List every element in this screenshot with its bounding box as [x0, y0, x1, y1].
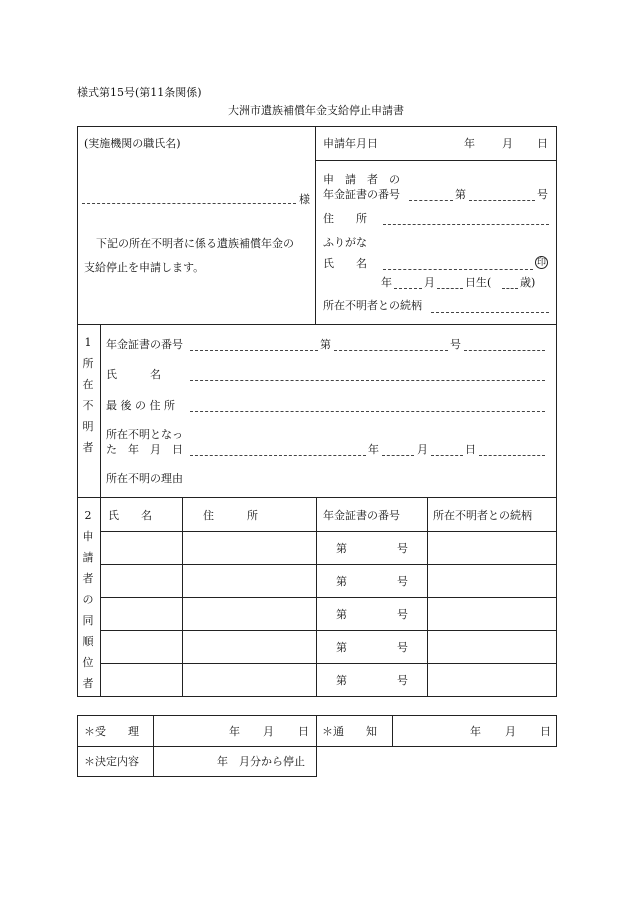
received-label: ＊受 理: [84, 725, 139, 738]
birth-year-gap[interactable]: [394, 288, 422, 289]
table-row-cert-dai[interactable]: 第: [336, 674, 347, 687]
row-rule-5: [100, 663, 557, 664]
form-title: 大洲市遺族補償年金支給停止申請書: [228, 104, 404, 117]
missing-cert-dai: 第: [320, 338, 331, 351]
notice-day[interactable]: 日: [540, 725, 551, 738]
row-rule-4: [100, 630, 557, 631]
applicant-cert-go: 号: [537, 188, 548, 201]
applicant-address-field[interactable]: [383, 224, 549, 225]
header-cert: 年金証書の番号: [323, 509, 400, 522]
section1-divider: [315, 126, 316, 324]
missing-cert-field-a[interactable]: [190, 350, 318, 351]
relation-label: 所在不明者との続柄: [323, 299, 422, 312]
header-address: 住 所: [203, 509, 258, 522]
seal-mark: 印: [536, 258, 546, 268]
missing-date-month: 月: [417, 443, 428, 456]
notice-month[interactable]: 月: [505, 725, 516, 738]
age-label: 歳): [520, 276, 536, 289]
received-month[interactable]: 月: [263, 725, 274, 738]
header-name: 氏 名: [108, 509, 152, 522]
missing-cert-field-b[interactable]: [334, 350, 448, 351]
missing-date-field-c[interactable]: [431, 455, 463, 456]
section3-vertical-label: 2 申 請 者 の 同 順 位 者: [82, 509, 94, 690]
section-divider-1: [77, 324, 557, 325]
missing-date-field-a[interactable]: [190, 455, 366, 456]
office-received-row: [77, 715, 557, 747]
birth-month-label: 月: [424, 276, 435, 289]
table-row-cert-go: 号: [397, 674, 408, 687]
office-col-rule-3: [392, 715, 393, 747]
request-text-line1: 下記の所在不明者に係る遺族補償年金の: [96, 237, 294, 250]
received-year[interactable]: 年: [229, 725, 240, 738]
application-date-year[interactable]: 年: [464, 137, 475, 150]
table-row-cert-dai[interactable]: 第: [336, 575, 347, 588]
age-field[interactable]: [502, 288, 518, 289]
table-row-cert-dai[interactable]: 第: [336, 542, 347, 555]
missing-cert-go: 号: [450, 338, 461, 351]
missing-name-label: 氏 名: [106, 368, 161, 381]
header-relation: 所在不明者との続柄: [433, 509, 532, 522]
birth-month-gap[interactable]: [437, 288, 463, 289]
agency-label: (実施機関の職氏名): [84, 137, 181, 150]
applicant-cert-dai: 第: [455, 188, 466, 201]
vertical-label-column-rule: [100, 324, 101, 697]
row-rule-2: [100, 564, 557, 565]
decision-text[interactable]: 年 月分から停止: [217, 755, 305, 768]
notice-label: ＊通 知: [322, 725, 377, 738]
table-row-cert-go: 号: [397, 608, 408, 621]
table-row-cert-dai[interactable]: 第: [336, 641, 347, 654]
missing-cert-label: 年金証書の番号: [106, 338, 183, 351]
missing-date-year: 年: [368, 443, 379, 456]
table-row-cert-dai[interactable]: 第: [336, 608, 347, 621]
applicant-name-label: 氏 名: [323, 257, 367, 270]
last-address-field[interactable]: [190, 411, 545, 412]
birth-year-label: 年: [381, 276, 392, 289]
missing-date-field-d[interactable]: [479, 455, 545, 456]
applicant-name-field[interactable]: [383, 269, 533, 270]
application-date-month[interactable]: 月: [502, 137, 513, 150]
relation-field[interactable]: [431, 312, 549, 313]
applicant-furigana-label: ふりがな: [323, 236, 367, 249]
missing-reason-label: 所在不明の理由: [106, 472, 183, 485]
application-date-label: 申請年月日: [323, 137, 378, 150]
table-row-cert-go: 号: [397, 575, 408, 588]
sama-label: 様: [299, 193, 310, 206]
missing-date-label-2: た 年 月 日: [106, 443, 183, 456]
missing-date-label-1: 所在不明となっ: [106, 428, 183, 441]
applicant-cert-label-1: 申 請 者 の: [323, 173, 400, 186]
missing-name-field[interactable]: [190, 380, 545, 381]
form-number: 様式第15号(第11条関係): [77, 86, 202, 99]
section-divider-2: [77, 497, 557, 498]
received-day[interactable]: 日: [298, 725, 309, 738]
table-row-cert-go: 号: [397, 641, 408, 654]
missing-date-day: 日: [465, 443, 476, 456]
missing-date-field-b[interactable]: [382, 455, 414, 456]
section1-date-rule: [315, 160, 557, 161]
table-row-cert-go: 号: [397, 542, 408, 555]
applicant-cert-field-b[interactable]: [469, 200, 535, 201]
row-rule-1: [100, 531, 557, 532]
last-address-label: 最 後 の 住 所: [106, 399, 175, 412]
applicant-cert-field-a[interactable]: [409, 200, 453, 201]
row-rule-3: [100, 597, 557, 598]
application-date-day[interactable]: 日: [537, 137, 548, 150]
section2-vertical-label: 1 所 在 不 明 者: [82, 336, 94, 454]
missing-cert-field-c[interactable]: [464, 350, 545, 351]
notice-year[interactable]: 年: [470, 725, 481, 738]
decision-label: ＊決定内容: [84, 755, 139, 768]
applicant-cert-label-2: 年金証書の番号: [323, 188, 400, 201]
applicant-address-label: 住 所: [323, 212, 367, 225]
request-text-line2: 支給停止を申請します。: [84, 261, 205, 274]
birth-day-label: 日生(: [465, 276, 492, 289]
agency-underline: [82, 203, 296, 204]
